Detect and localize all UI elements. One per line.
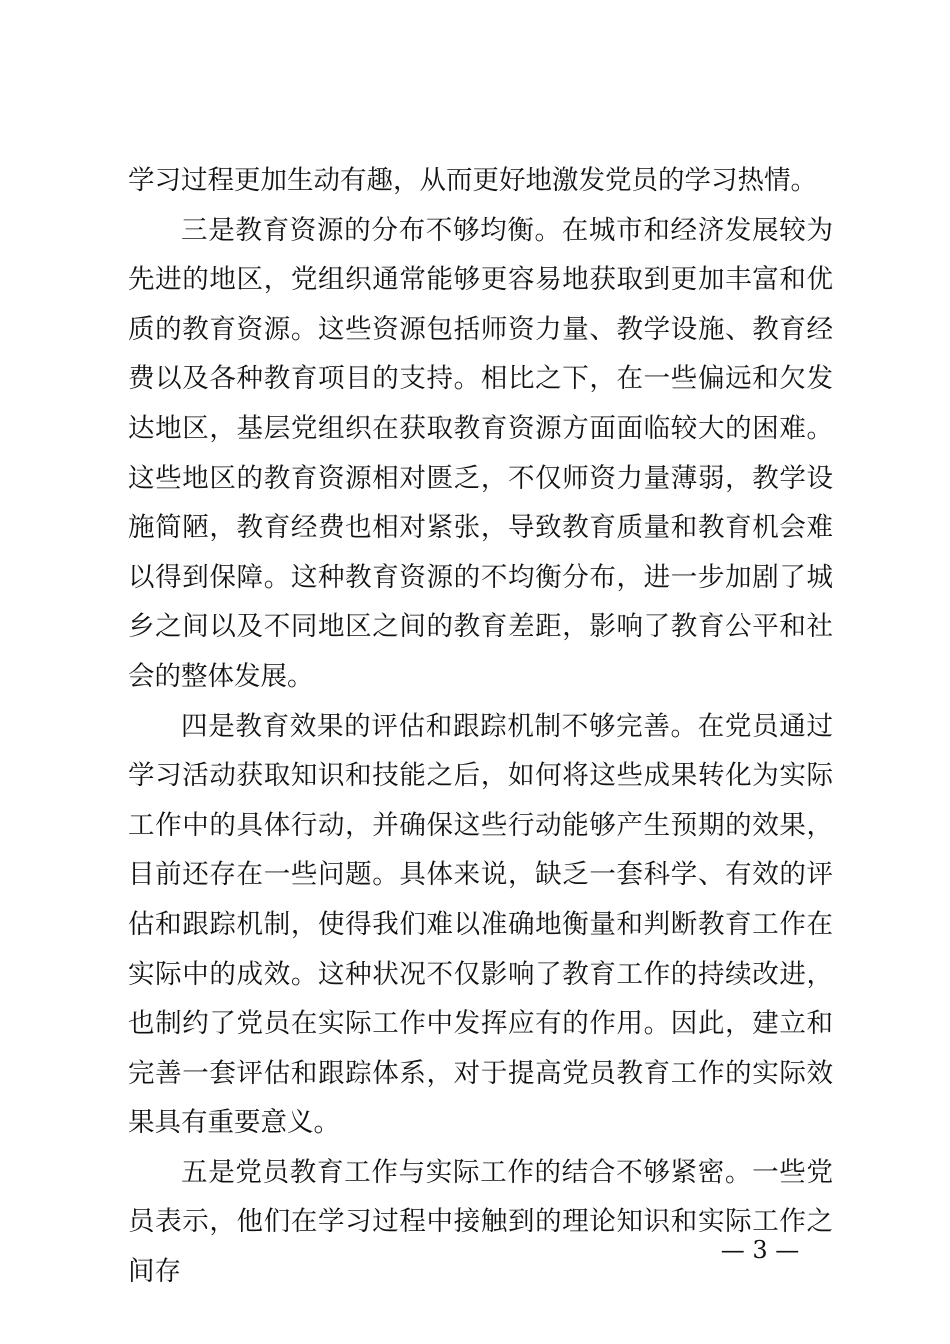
- document-body: [128, 156, 833, 1297]
- paragraph-evaluation-mechanism: 四是教育效果的评估和跟踪机制不够完善。在党员通过学习活动获取知识和技能之后，如何将这些成果转化为实际工作中的具体行动，并确保这些行动能够产生预期的效果，目前还存在一些问题。具体来说，缺乏一套科学、有效的评估和跟踪机制，使得我们难以准确地衡量和判断教育工作在实际中的成效。这种状况不仅影响了教育工作的持续改进，也制约了党员在实际工作中发挥应有的作用。因此，建立和完善一套评估和跟踪体系，对于提高党员教育工作的实际效果具有重要意义。: [128, 710, 833, 1139]
- paragraph-education-resources: 三是教育资源的分布不够均衡。在城市和经济发展较为先进的地区，党组织通常能够更容易地获取到更加丰富和优质的教育资源。这些资源包括师资力量、教学设施、教育经费以及各种教育项目的支持。相比之下，在一些偏远和欠发达地区，基层党组织在获取教育资源方面面临较大的困难。这些地区的教育资源相对匮乏，不仅师资力量薄弱，教学设施简陋，教育经费也相对紧张，导致教育质量和教育机会难以得到保障。这种教育资源的不均衡分布，进一步加剧了城乡之间以及不同地区之间的教育差距，影响了教育公平和社会的整体发展。: [128, 214, 833, 692]
- paragraph-practical-integration: 五是党员教育工作与实际工作的结合不够紧密。一些党员表示，他们在学习过程中接触到的理论知识和实际工作之间存: [128, 1156, 833, 1288]
- page-number: — 3 —: [720, 1236, 800, 1264]
- paragraph-continuation: 学习过程更加生动有趣，从而更好地激发党员的学习热情。: [128, 165, 817, 196]
